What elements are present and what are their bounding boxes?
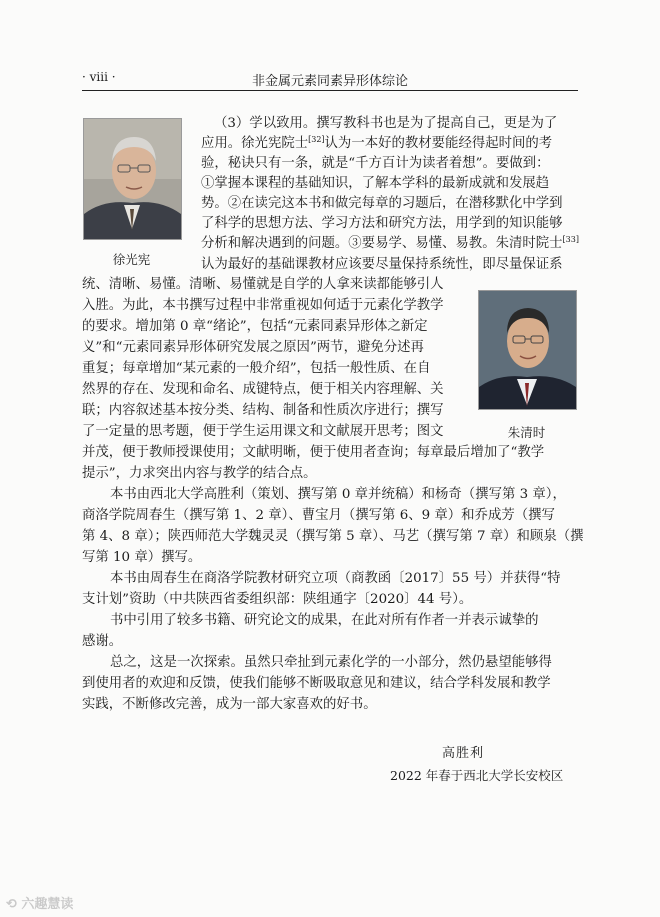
running-header-title: 非金属元素同素异形体综论 [251, 74, 408, 89]
citation-ref[interactable]: [33] [562, 235, 579, 244]
text-line: 感谢。 [82, 634, 123, 649]
text-line: 第 4、8 章）；陕西师范大学魏灵灵（撰写第 5 章）、马艺（撰写第 7 章）和顾泉（撰 [82, 529, 584, 544]
watermark-logo: ⟲ 六趣慧读 [6, 897, 74, 912]
portrait-caption-left: 徐光宪 [112, 252, 151, 267]
signature-name: 高胜利 [442, 746, 485, 761]
text-line: 联；内容叙述基本按分类、结构、制备和性质次序进行；撰写 [82, 403, 444, 418]
text-line: （3）学以致用。撰写教科书也是为了提高自己，更是为了 [214, 116, 558, 131]
text-line: 实践，不断修改完善，成为一部大家喜欢的好书。 [82, 697, 377, 712]
text-line: 本书由西北大学高胜利（策划、撰写第 0 章并统稿）和杨奇（撰写第 3 章）， [110, 487, 566, 502]
page-number: · viii · [82, 70, 116, 84]
header-rule [82, 90, 578, 91]
text-line: 提示”，力求突出内容与教学的结合点。 [82, 466, 317, 481]
portrait-photo-left [83, 118, 182, 240]
text-line: 并茂，便于教师授课使用；文献明晰，便于使用者查询；每章最后增加了“教学 [82, 445, 545, 460]
watermark-icon: ⟲ [6, 897, 22, 912]
text-line: 重复；每章增加“某元素的一般介绍”，包括一般性质、在自 [82, 361, 431, 376]
citation-ref[interactable]: [32] [308, 135, 325, 144]
text-line: 书中引用了较多书籍、研究论文的成果，在此对所有作者一并表示诚挚的 [110, 613, 539, 628]
portrait-photo-right [478, 290, 577, 410]
text-line: 到使用者的欢迎和反馈，使我们能够不断吸取意见和建议，结合学科发展和教学 [82, 676, 551, 691]
portrait-image [479, 291, 576, 409]
text-line: 总之，这是一次探索。虽然只牵扯到元素化学的一小部分，然仍悬望能够得 [110, 655, 552, 670]
text-line: 应用。徐光宪院士[32]认为一本好的教材要能经得起时间的考 [201, 135, 553, 151]
text-line: 了科学的思想方法、学习方法和研究方法，用学到的知识能够 [201, 216, 563, 231]
text-line: 分析和解决遇到的问题。③要易学、易懂、易教。朱清时院士[33] [201, 235, 579, 251]
text-line: ①掌握本课程的基础知识，了解本学科的最新成就和发展趋 [201, 176, 550, 191]
text-line: 支计划”资助（中共陕西省委组织部：陕组通字〔2020〕44 号）。 [82, 592, 473, 607]
signature-date: 2022 年春于西北大学长安校区 [390, 768, 564, 783]
text-line: 写第 10 章）撰写。 [82, 550, 202, 565]
text-line: 然界的存在、发现和命名、成键特点，便于相关内容理解、关 [82, 382, 444, 397]
portrait-image [84, 119, 181, 239]
text-line: 的要求。增加第 0 章“绪论”，包括“元素同素异形体之新定 [82, 319, 428, 334]
text-line: 认为最好的基础课教材应该要尽量保持系统性，即尽量保证系 [201, 257, 563, 272]
text-line: 了一定量的思考题，便于学生运用课文和文献展开思考；图文 [82, 424, 444, 439]
text-line: 统、清晰、易懂。清晰、易懂就是自学的人拿来读都能够引人 [82, 277, 444, 292]
text-line: 本书由周春生在商洛学院教材研究立项（商教函〔2017〕55 号）并获得“特 [110, 571, 561, 586]
text-line: 义”和“元素同素异形体研究发展之原因”两节，避免分述再 [82, 340, 424, 355]
text-line: 商洛学院周春生（撰写第 1、2 章）、曹宝月（撰写第 6、9 章）和乔成芳（撰写 [82, 508, 555, 523]
portrait-caption-right: 朱清时 [507, 425, 546, 440]
text-line: 验，秘诀只有一条，就是“千方百计为读者着想”。要做到： [201, 156, 550, 171]
text-line: 入胜。为此，本书撰写过程中非常重视如何适于元素化学教学 [82, 298, 444, 313]
text-line: 势。②在读完这本书和做完每章的习题后，在潜移默化中学到 [201, 196, 563, 211]
